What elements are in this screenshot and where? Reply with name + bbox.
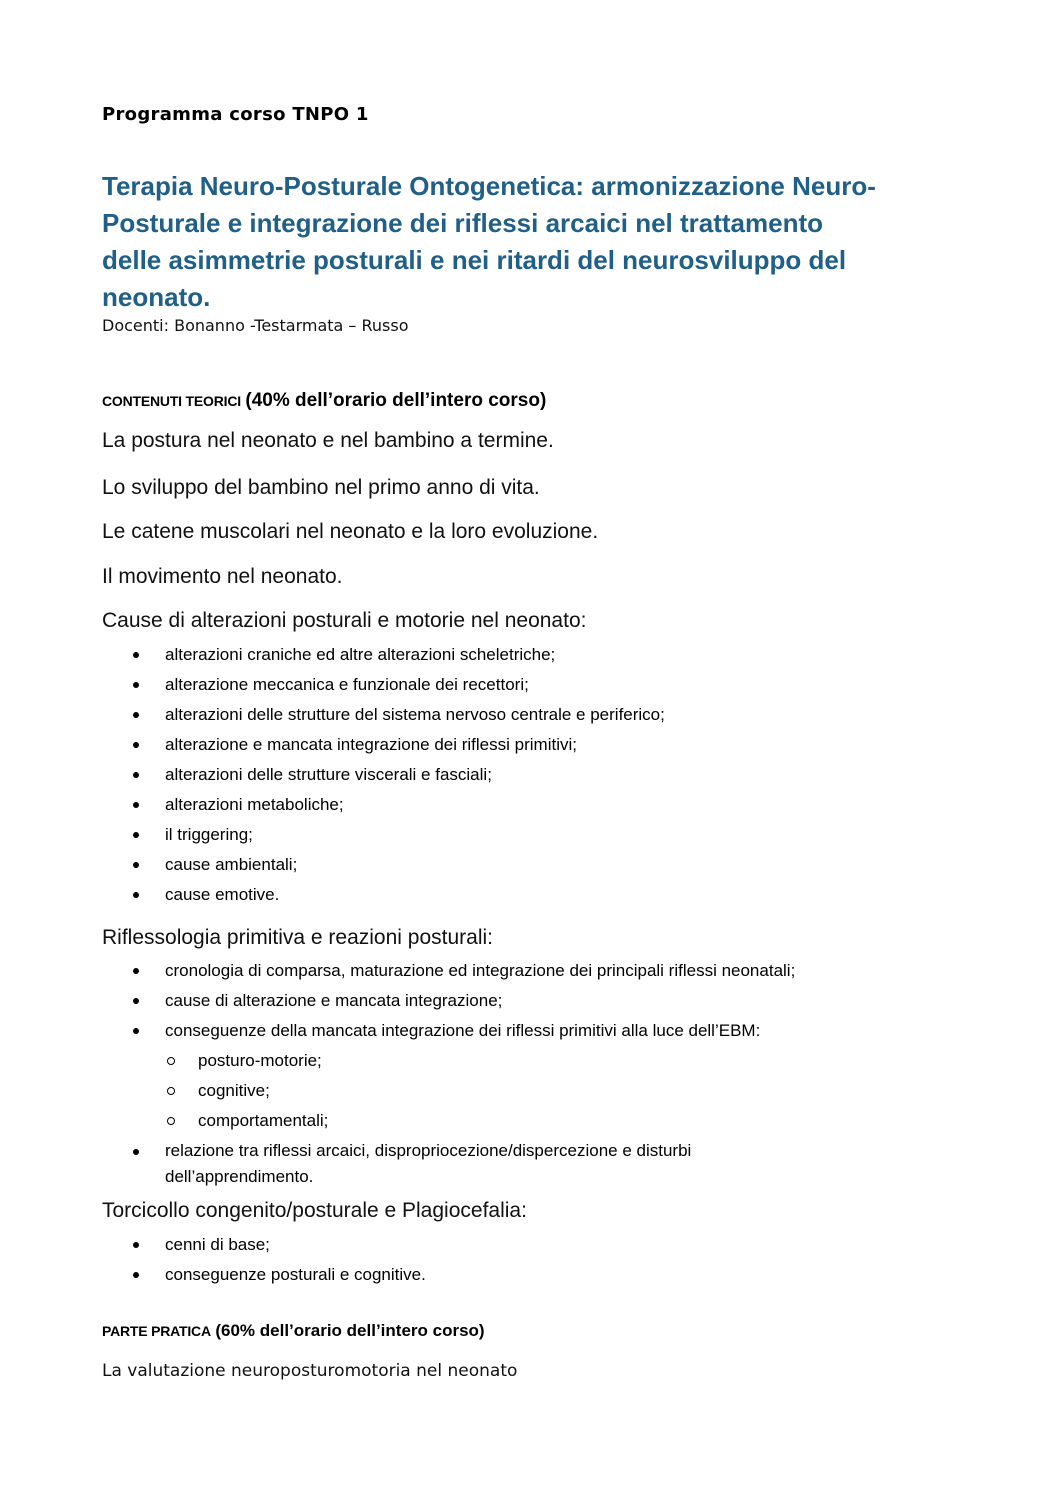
theory-heading-label: CONTENUTI TEORICI (102, 393, 241, 409)
list-item-line: relazione tra riflessi arcaici, dispropriocezione/dispercezione e disturbi (165, 1141, 692, 1160)
course-label: Programma corso TNPO 1 (102, 104, 369, 125)
course-title-line: neonato. (102, 282, 211, 312)
causes-title: Cause di alterazioni posturali e motorie nel neonato: (102, 609, 587, 632)
theory-heading-share: (40% dell’orario dell’intero corso) (245, 390, 547, 411)
bullet-icon (133, 652, 139, 658)
document-page: Programma corso TNPO 1 Terapia Neuro-Posturale Ontogenetica: armonizzazione Neuro- Posturale e integrazione dei riflessi arcaici nel trattamento delle asimmetrie posturali e nei ritardi del neurosviluppo del neonato. Docenti: Bonanno -Testarmata – Russo CONTENUTI TEORICI (40% dell’orario dell’intero corso) La postura nel neonato e nel bambino a termine. Lo sviluppo del bambino nel primo anno di vita. Le catene muscolari nel neonato e la loro evoluzione. Il movimento nel neonato. Cause di alterazioni posturali e motorie nel neonato: alterazioni craniche ed altre alterazioni scheletriche; alterazione meccanica e funzionale dei recettori; alterazioni delle strutture del sistema nervoso centrale e periferico; alterazione e mancata integrazione dei riflessi primitivi; alterazioni delle strutture viscerali e fasciali; alterazioni metaboliche; il triggering; cause ambientali; cause emotive. Riflessologia primitiva e reazioni posturali: cronologia di comparsa, maturazione ed integrazione dei principali riflessi neonatali; cause di alterazione e mancata integrazione; conseguenze della mancata integrazione dei riflessi primitivi alla luce dell’EBM: posturo-motorie; cognitive; comportamentali; relazione tra riflessi arcaici, dispropriocezione/dispercezione e disturbi dell’apprendimento. Torcicollo congenito/posturale e Plagiocefalia: cenni di base; conseguenze posturali e cognitive. PARTE PRATICA (60% dell’orario dell’intero corso) La valutazione neuroposturomotoria nel neonato (0, 0, 1058, 1497)
bullet-icon (133, 1242, 139, 1248)
bullet-icon (133, 802, 139, 808)
bullet-icon (133, 772, 139, 778)
circle-bullet-icon (167, 1087, 175, 1095)
course-title (102, 168, 1002, 316)
bullet-icon (133, 862, 139, 868)
course-title-line: Posturale e integrazione dei riflessi arcaici nel trattamento (102, 208, 824, 238)
circle-bullet-icon (167, 1117, 175, 1125)
bullet-icon (133, 968, 139, 974)
bullet-icon (133, 1272, 139, 1278)
bullet-icon (133, 998, 139, 1004)
topic-line: Le catene muscolari nel neonato e la loro evoluzione. (102, 520, 599, 543)
topic-line: Lo sviluppo del bambino nel primo anno di vita. (102, 476, 540, 499)
bullet-icon (133, 892, 139, 898)
bullet-icon (133, 682, 139, 688)
practice-first-topic: La valutazione neuroposturomotoria nel neonato (102, 1361, 518, 1381)
practice-heading-label: PARTE PRATICA (102, 1323, 211, 1339)
bullet-icon (133, 712, 139, 718)
practice-heading (102, 1321, 485, 1341)
circle-bullet-icon (167, 1057, 175, 1065)
bullet-icon (133, 742, 139, 748)
bullet-icon (133, 1028, 139, 1034)
list-item-line: dell’apprendimento. (165, 1167, 314, 1186)
bullet-icon (133, 1149, 139, 1155)
course-title-line: delle asimmetrie posturali e nei ritardi del neurosviluppo del (102, 245, 847, 275)
theory-heading (102, 390, 546, 412)
teachers-line: Docenti: Bonanno -Testarmata – Russo (102, 316, 409, 335)
practice-heading-share: (60% dell’orario dell’intero corso) (215, 1321, 485, 1340)
topic-line: La postura nel neonato e nel bambino a termine. (102, 429, 554, 452)
course-title-line: Terapia Neuro-Posturale Ontogenetica: armonizzazione Neuro- (102, 171, 876, 201)
bullet-icon (133, 832, 139, 838)
torticollis-title: Torcicollo congenito/posturale e Plagiocefalia: (102, 1199, 527, 1222)
reflexology-title: Riflessologia primitiva e reazioni posturali: (102, 926, 494, 949)
topic-line: Il movimento nel neonato. (102, 565, 343, 588)
